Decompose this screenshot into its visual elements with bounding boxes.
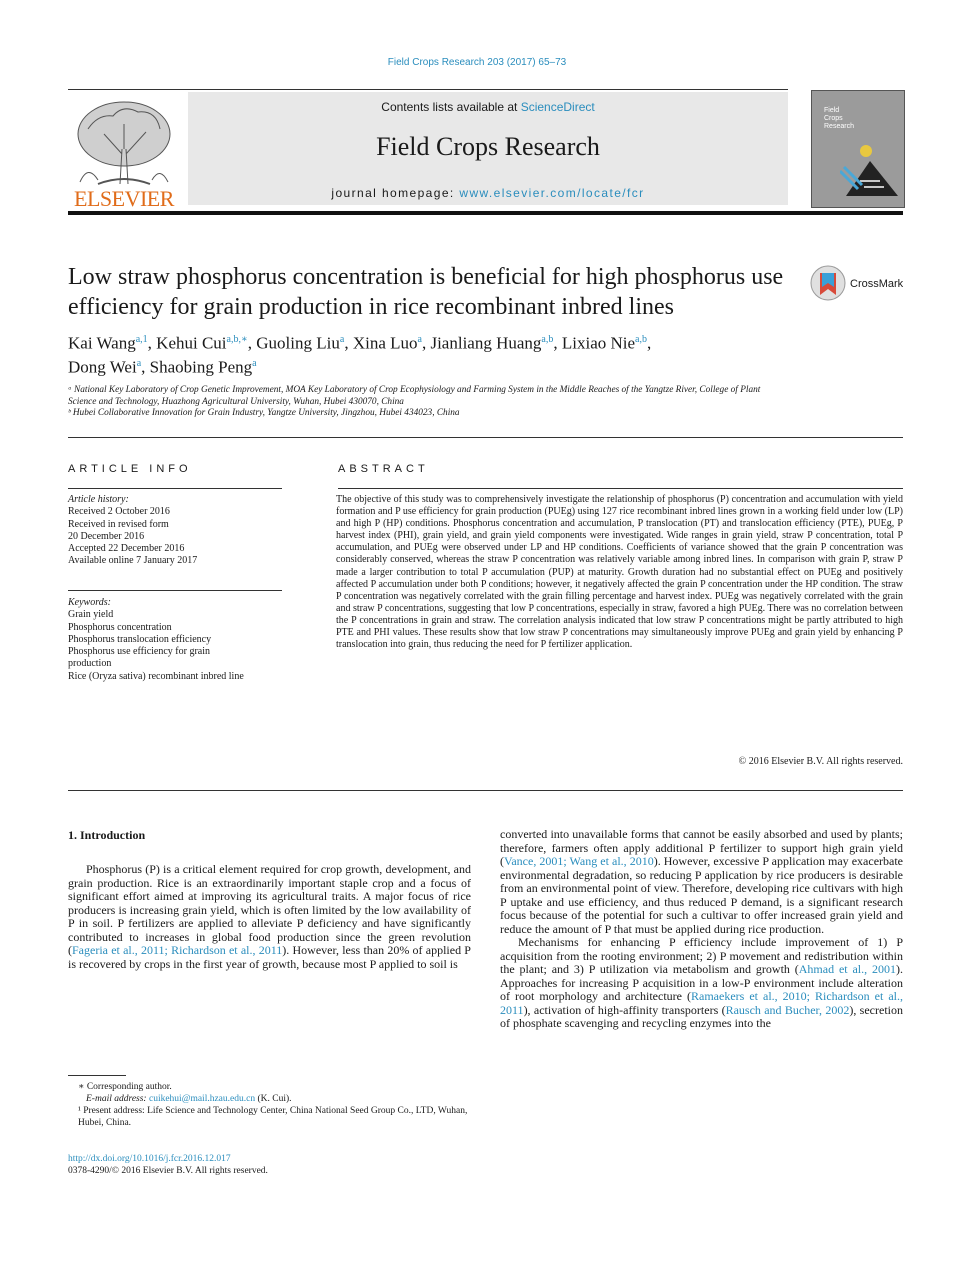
- present-address-note: ¹ Present address: Life Science and Technology Center, China National Seed Group Co., LTD, Wuhan, Hubei, China.: [78, 1106, 468, 1128]
- footnotes: [68, 1081, 471, 1129]
- author-name: Jianliang Huang: [430, 333, 542, 353]
- text-run: ), activation of high-affinity transporters (: [523, 1002, 726, 1017]
- keyword: Phosphorus translocation efficiency: [68, 633, 212, 645]
- author-name: Kehui Cui: [156, 333, 227, 353]
- corresponding-author-note: ∗ Corresponding author.: [78, 1082, 172, 1092]
- author-name: Kai Wang: [68, 333, 136, 353]
- author-affiliation-marker[interactable]: a: [252, 357, 257, 369]
- author-name: Shaobing Peng: [149, 357, 253, 377]
- citation-link[interactable]: Rausch and Bucher, 2002: [725, 1002, 850, 1017]
- abstract-copyright: © 2016 Elsevier B.V. All rights reserved.: [738, 756, 903, 767]
- keywords-label: Keywords:: [68, 597, 111, 608]
- author-affiliation-marker[interactable]: a,b,∗: [226, 334, 248, 345]
- paragraph: [500, 936, 903, 1031]
- keywords: [68, 597, 282, 683]
- header-thick-rule: [68, 211, 903, 215]
- keyword: production: [68, 658, 112, 670]
- author-affiliation-marker[interactable]: a: [339, 334, 345, 345]
- history-item: Available online 7 January 2017: [68, 555, 198, 567]
- cover-title-line: Research: [824, 123, 854, 130]
- crossmark-label[interactable]: CrossMark: [850, 278, 904, 290]
- history-item: Received in revised form: [68, 518, 169, 530]
- footnote-rule: [68, 1075, 126, 1076]
- keyword: Phosphorus concentration: [68, 621, 172, 633]
- cover-title: [824, 107, 854, 131]
- contents-line: [188, 100, 788, 114]
- email-note: [68, 1093, 471, 1105]
- citation-link[interactable]: Vance, 2001; Wang et al., 2010: [504, 854, 654, 868]
- email-link[interactable]: cuikehui@mail.hzau.edu.cn: [148, 1094, 256, 1104]
- abstract-heading: ABSTRACT: [338, 463, 429, 475]
- citation-link[interactable]: Fageria et al., 2011; Richardson et al., 2011: [72, 943, 283, 957]
- section-heading-introduction: 1. Introduction: [68, 828, 146, 842]
- history-label: Article history:: [68, 494, 129, 505]
- history-item: 20 December 2016: [68, 530, 145, 542]
- text-run: ), secretion of phosphate scavenging and recycling enzymes into the: [500, 1002, 903, 1030]
- cover-artwork: [840, 141, 904, 201]
- text-run: converted into unavailable forms that cannot be easily absorbed and used by plants; therefore, farmers often apply additional P fertilizer to support high grain yield (: [500, 827, 903, 868]
- journal-cover-image[interactable]: [811, 90, 905, 208]
- divider: [68, 437, 903, 438]
- body-column-right: [500, 828, 903, 1031]
- affiliation-a: ᵃ National Key Laboratory of Crop Genetic Improvement, MOA Key Laboratory of Crop Ecophysiology and Farming System in the Middle Reaches of the Yangtze River, College of Plant Science and Technology, Huazhong Agricultural University, Wuhan, Hubei 430070, China: [68, 385, 761, 407]
- citation-link[interactable]: Ramaekers et al., 2010; Richardson et al., 2011: [500, 989, 903, 1017]
- keyword: Rice (Oryza sativa) recombinant inbred line: [68, 670, 244, 682]
- text-run: Mechanisms for enhancing P efficiency include improvement of 1) P acquisition from the rooting environment; 2) P movement and redistribution within the plant; and 3) P utilization via metabolism and growth (: [500, 935, 903, 976]
- affiliation-b: ᵇ Hubei Collaborative Innovation for Grain Industry, Yangtze University, Jingzhou, Hubei 434023, China: [68, 408, 460, 418]
- header-rule: [68, 89, 788, 90]
- divider: [68, 790, 903, 791]
- author-name: Lixiao Nie: [561, 333, 636, 353]
- article-info-heading: ARTICLE INFO: [68, 463, 192, 475]
- affiliations: [68, 385, 788, 420]
- divider: [68, 488, 282, 489]
- email-label: E-mail address:: [86, 1094, 149, 1104]
- cover-title-line: Crops: [824, 115, 843, 122]
- text-run: ). However, less than 20% of applied P is recovered by crops in the first year of growth, because most P applied to soil is: [68, 943, 471, 971]
- abstract-text: The objective of this study was to comprehensively investigate the relationship of phosphorus (P) concentration and accumulation with yield formation and P use efficiency for grain production (PUEg) using 127 rice recombinant inbred lines grown in a working field under low (LP) and high P (HP) conditions. Phosphorus concentration and accumulation, P translocation (PT) and translocation efficiency (PTE), PUEg, P harvest index (PHI), grain yield, and grain yield components were investigated. Wide ranges in grain yield, straw P concentration, total P accumulation, and PUEg were observed under LP and HP conditions. Coefficients of variance showed that the grain P concentration was considerably conserved, whereas the straw P concentration was relatively variable among inbred lines. In comparison with grain P, straw P made a larger contribution to total P accumulation (PUP) at maturity. Growth duration had no substantial effect on PUEg and positively affected P accumulation under both P conditions; however, it negatively affected the grain P concentration under the HP condition. The straw P concentration was negatively correlated with the grain filling percentage and harvest index. PUEg was negatively correlated with the grain and straw P concentrations, suggesting that low P concentrations, especially in straw, favored a high PUEg. There was no correlation between the P concentrations in grain and straw. The correlation analysis indicated that low straw P concentrations might be partly attributed to high PTE and PHI values. These results show that low straw P concentrations may simultaneously improve PUEg and grain yield by enhancing P translocation into grain, thus reducing the need for P fertilizer application.: [336, 494, 903, 651]
- homepage-prefix: journal homepage:: [331, 186, 460, 200]
- body-column-left: [68, 863, 471, 971]
- keyword: Phosphorus use efficiency for grain: [68, 646, 211, 658]
- journal-title: Field Crops Research: [376, 132, 600, 161]
- doi-link[interactable]: http://dx.doi.org/10.1016/j.fcr.2016.12.017: [68, 1154, 231, 1164]
- sciencedirect-link[interactable]: ScienceDirect: [520, 100, 595, 114]
- author-affiliation-marker[interactable]: a: [136, 357, 142, 369]
- cover-title-line: Field: [824, 107, 840, 114]
- author-name: Dong Wei: [68, 357, 137, 377]
- elsevier-wordmark: ELSEVIER: [74, 186, 174, 211]
- history-item: Accepted 22 December 2016: [68, 543, 185, 555]
- paragraph: [500, 828, 903, 936]
- author-list: Kai Wang$^{a,1}$, Kehui Cui$^{a,b,∗}$, Guoling Liu$^a$, Xina Luo$^a$, Jianliang Huang$^{a,b}$, Lixiao Nie$^{a,b}$, Dong Wei$^a$, Shaobing Peng$^a$: [68, 333, 652, 377]
- author-name: Xina Luo: [352, 333, 418, 353]
- text-run: Phosphorus (P) is a critical element required for crop growth, development, and grain production. Rice is an extraordinarily important staple crop and a focus of significant effort aimed at improving its agricultural traits. A major focus of rice producers is increasing grain yield, which is often limited by the low availability of P in soil. P fertilizers are applied to alleviate P deficiency and have significantly contributed to increases in global food production since the green revolution (: [68, 862, 471, 957]
- doi-block: [68, 1153, 471, 1177]
- keyword: Grain yield: [68, 609, 114, 621]
- article-history: [68, 494, 282, 568]
- issn-copyright: 0378-4290/© 2016 Elsevier B.V. All rights reserved.: [68, 1166, 268, 1176]
- author-name: Guoling Liu: [256, 333, 340, 353]
- author-affiliation-marker[interactable]: a,b: [541, 334, 554, 345]
- author-affiliation-marker[interactable]: a: [417, 334, 422, 345]
- paragraph: [68, 863, 471, 971]
- citation-link[interactable]: Ahmad et al., 2001: [798, 962, 896, 976]
- author-affiliation-marker[interactable]: a,b: [635, 334, 647, 345]
- homepage-line: [188, 186, 788, 200]
- author-affiliation-marker[interactable]: a,1: [135, 334, 148, 345]
- history-item: Received 2 October 2016: [68, 506, 170, 518]
- divider: [338, 488, 903, 489]
- contents-prefix: Contents lists available at: [381, 100, 521, 114]
- email-suffix: (K. Cui).: [255, 1094, 292, 1104]
- homepage-link[interactable]: www.elsevier.com/locate/fcr: [459, 186, 645, 200]
- text-run: ). However, excessive P application may exacerbate environmental degradation, so reducing P application by rice producers is desirable from an environmental point of view. Therefore, developing rice cultivars with high P uptake and use efficiency, and thus reduced P demand, is a significant research focus because of the potential for such a cultivar to offer increased grain yield and reduce the amount of P that must be applied during rice production.: [500, 854, 903, 936]
- divider: [68, 590, 282, 591]
- text-run: ). Approaches for increasing P acquisition in a low-P environment include alteration of root morphology and architecture (: [500, 962, 903, 1003]
- running-head[interactable]: Field Crops Research 203 (2017) 65–73: [387, 57, 567, 68]
- article-title: Low straw phosphorus concentration is beneficial for high phosphorus use efficiency for grain production in rice recombinant inbred lines: [68, 264, 784, 320]
